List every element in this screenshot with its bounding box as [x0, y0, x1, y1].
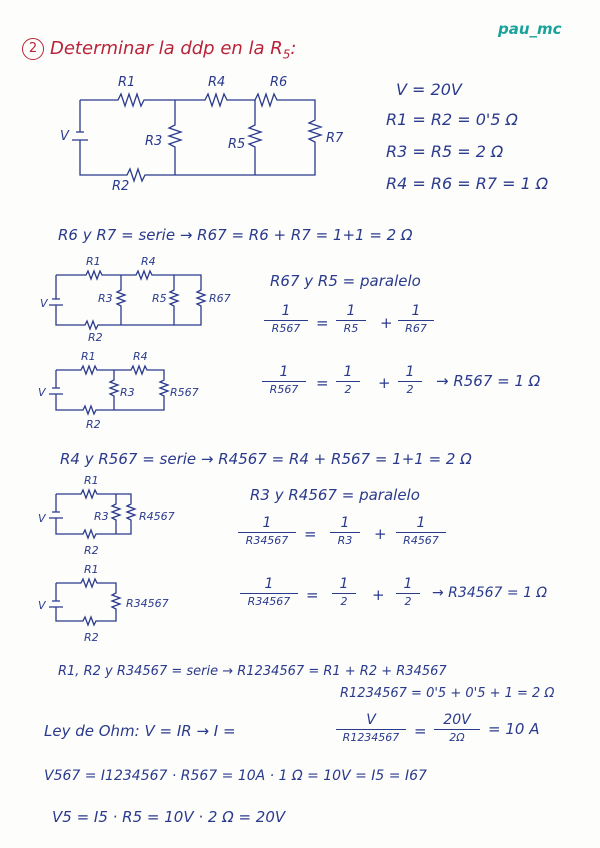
step-8: V5 = I5 · R5 = 10V · 2 Ω = 20V — [52, 808, 286, 826]
s6-result: = 10 A — [488, 720, 540, 738]
given-r3-r5: R3 = R5 = 2 Ω — [386, 142, 504, 161]
c5-label-r34567: R34567 — [126, 597, 169, 610]
label-r5: R5 — [228, 137, 246, 152]
s4-eq1-lhs-num: 1 — [262, 515, 272, 531]
c2-label-r2: R2 — [88, 331, 103, 344]
label-r7: R7 — [326, 131, 344, 146]
c3-label-r1: R1 — [81, 350, 96, 363]
s4-eq1-a-num: 1 — [340, 515, 350, 531]
s4-eq2-lhs-den: R34567 — [247, 595, 291, 609]
s6-equals: = — [414, 722, 427, 740]
step-3: R4 y R567 = serie → R4567 = R4 + R567 = 1+1 = 2 Ω — [60, 450, 472, 468]
s2-eq2-b — [398, 364, 422, 396]
step-1: R6 y R7 = serie → R67 = R6 + R7 = 1+1 = 2 Ω — [58, 226, 413, 244]
given-r1-r2: R1 = R2 = 0'5 Ω — [386, 110, 518, 129]
s4-eq1-equals: = — [304, 525, 317, 543]
s2-eq2-lhs — [262, 364, 306, 396]
c4-label-r1: R1 — [84, 474, 99, 487]
s6-frac-values — [434, 712, 480, 744]
s4-eq1-b-num: 1 — [416, 515, 426, 531]
c3-label-r567: R567 — [170, 386, 199, 399]
problem-number: 2 — [22, 38, 44, 60]
s6-frac1-den: R1234567 — [342, 731, 400, 745]
c4-label-r3: R3 — [94, 510, 109, 523]
title-sub: 5 — [282, 47, 291, 62]
s4-eq2-equals: = — [306, 586, 319, 604]
s2-eq1-plus: + — [380, 314, 393, 332]
given-v: V = 20V — [396, 80, 462, 99]
s6-frac1-num: V — [366, 712, 376, 728]
s4-eq2-lhs-num: 1 — [264, 576, 274, 592]
step-2-title: R67 y R5 = paralelo — [270, 272, 421, 290]
s6-frac-v-over-r — [336, 712, 406, 744]
s2-eq1-lhs-num: 1 — [281, 303, 291, 319]
c2-label-r67: R67 — [209, 292, 231, 305]
circuit-5 — [36, 565, 216, 645]
step-5-line-2: R1234567 = 0'5 + 0'5 + 1 = 2 Ω — [340, 686, 555, 701]
s2-eq2-lhs-den: R567 — [269, 383, 299, 397]
c3-label-r3: R3 — [120, 386, 135, 399]
c5-label-v: V — [38, 599, 46, 612]
label-r6: R6 — [270, 75, 288, 90]
s2-result: → R567 = 1 Ω — [436, 372, 541, 390]
s2-eq1-equals: = — [316, 314, 329, 332]
s4-eq1-b-den: R4567 — [403, 534, 439, 548]
main-circuit — [60, 70, 360, 200]
s2-eq1-a-num: 1 — [346, 303, 356, 319]
s2-eq1-a — [336, 303, 366, 335]
label-v: V — [60, 129, 69, 144]
s4-eq1-lhs — [238, 515, 296, 547]
s4-eq1-b — [396, 515, 446, 547]
c4-label-r4567: R4567 — [139, 510, 175, 523]
circuit-3 — [36, 350, 226, 430]
s4-eq2-b-num: 1 — [403, 576, 413, 592]
c2-label-v: V — [40, 297, 48, 310]
title-text: Determinar la ddp en la R — [50, 38, 283, 59]
s4-eq2-a-den: 2 — [340, 595, 348, 609]
c5-label-r1: R1 — [84, 563, 99, 576]
s4-eq1-lhs-den: R34567 — [245, 534, 289, 548]
s2-eq1-lhs-den: R567 — [271, 322, 301, 336]
step-7: V567 = I1234567 · R567 = 10A · 1 Ω = 10V = I5 = I67 — [44, 768, 427, 784]
c3-label-v: V — [38, 386, 46, 399]
c2-label-r3: R3 — [98, 292, 113, 305]
s2-eq2-a — [336, 364, 360, 396]
s2-eq2-a-num: 1 — [343, 364, 353, 380]
step-5-line-1: R1, R2 y R34567 = serie → R1234567 = R1 + R2 + R34567 — [58, 664, 447, 679]
s2-eq1-lhs — [264, 303, 308, 335]
s2-eq2-b-den: 2 — [406, 383, 414, 397]
author-signature: pau_mc — [498, 20, 562, 38]
label-r1: R1 — [118, 75, 136, 90]
s2-eq2-b-num: 1 — [405, 364, 415, 380]
circuit-4 — [36, 472, 216, 562]
s4-eq2-plus: + — [372, 586, 385, 604]
c2-label-r1: R1 — [86, 255, 101, 268]
s6-frac2-num: 20V — [443, 712, 471, 728]
s2-eq2-equals: = — [316, 374, 329, 392]
s4-eq2-lhs — [240, 576, 298, 608]
problem-title — [50, 38, 297, 62]
s4-result: → R34567 = 1 Ω — [432, 585, 548, 601]
c4-label-r2: R2 — [84, 544, 99, 557]
c2-label-r4: R4 — [141, 255, 156, 268]
step-4-title: R3 y R4567 = paralelo — [250, 486, 420, 504]
s4-eq2-a-num: 1 — [339, 576, 349, 592]
s2-eq1-a-den: R5 — [343, 322, 359, 336]
label-r4: R4 — [208, 75, 226, 90]
s4-eq1-a-den: R3 — [337, 534, 353, 548]
s2-eq2-plus: + — [378, 374, 391, 392]
step-6-prefix: Ley de Ohm: V = IR → I = — [44, 722, 236, 740]
s4-eq1-a — [330, 515, 360, 547]
s2-eq1-b-num: 1 — [411, 303, 421, 319]
c3-label-r2: R2 — [86, 418, 101, 431]
s4-eq2-b-den: 2 — [404, 595, 412, 609]
s2-eq1-b-den: R67 — [405, 322, 427, 336]
s6-frac2-den: 2Ω — [449, 731, 465, 745]
s2-eq2-a-den: 2 — [344, 383, 352, 397]
given-r4-r6-r7: R4 = R6 = R7 = 1 Ω — [386, 174, 549, 193]
label-r3: R3 — [145, 134, 163, 149]
s4-eq1-plus: + — [374, 525, 387, 543]
c2-label-r5: R5 — [152, 292, 167, 305]
s4-eq2-b — [396, 576, 420, 608]
s2-eq1-b — [398, 303, 434, 335]
title-end: : — [290, 38, 297, 59]
label-r2: R2 — [112, 179, 130, 194]
s2-eq2-lhs-num: 1 — [279, 364, 289, 380]
s4-eq2-a — [332, 576, 356, 608]
circuit-2 — [36, 255, 246, 345]
c5-label-r2: R2 — [84, 631, 99, 644]
c4-label-v: V — [38, 512, 46, 525]
c3-label-r4: R4 — [133, 350, 148, 363]
